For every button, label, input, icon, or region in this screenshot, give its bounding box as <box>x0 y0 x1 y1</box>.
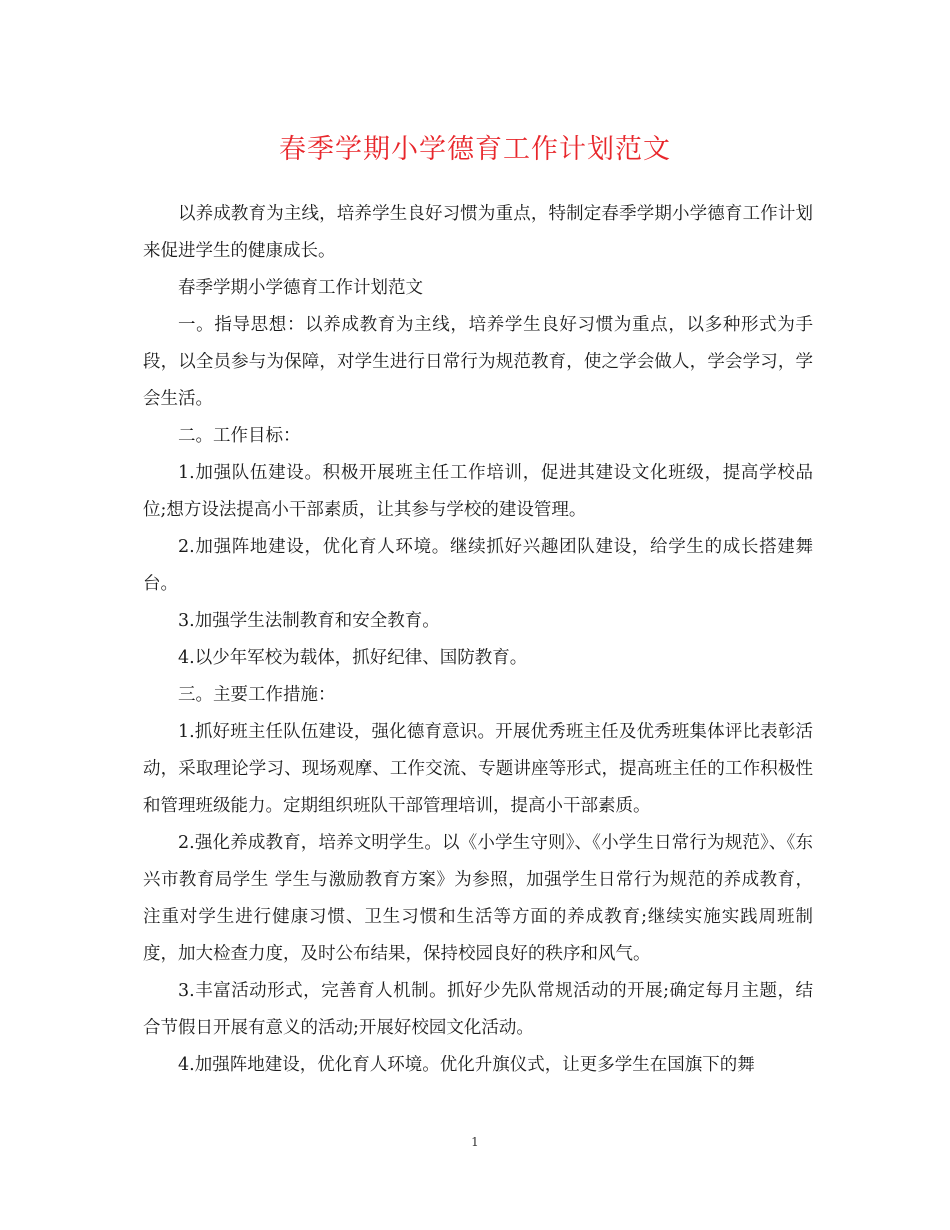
paragraph-measure-4: 4.加强阵地建设，优化育人环境。优化升旗仪式，让更多学生在国旗下的舞 <box>178 1055 755 1075</box>
paragraph-goal-3: 3.加强学生法制教育和安全教育。 <box>178 611 440 631</box>
paragraph-goal-1: 1.加强队伍建设。积极开展班主任工作培训，促进其建设文化班级，提高学校品位;想方设法提高小干部素质，让其参与学校的建设管理。 <box>143 463 813 520</box>
paragraph-measure-2: 2.强化养成教育，培养文明学生。以《小学生守则》、《小学生日常行为规范》、《东兴市教育局学生 学生与激励教育方案》为参照，加强学生日常行为规范的养成教育，注重对学生进行健康习惯、卫生习惯和生活等方面的养成教育;继续实施实践周班制度，加大检查力度，及时公布结果，保持校园良好的秩序和风气。 <box>143 833 813 964</box>
paragraph-goals-heading: 二。工作目标： <box>178 426 301 446</box>
paragraph-measures-heading: 三。主要工作措施： <box>178 685 336 705</box>
paragraph-goal-2: 2.加强阵地建设，优化育人环境。继续抓好兴趣团队建设，给学生的成长搭建舞台。 <box>143 537 813 594</box>
paragraph-goal-4: 4.以少年军校为载体，抓好纪律、国防教育。 <box>178 648 528 668</box>
paragraph-intro: 以养成教育为主线，培养学生良好习惯为重点，特制定春季学期小学德育工作计划来促进学生的健康成长。 <box>143 204 813 261</box>
paragraph-measure-3: 3.丰富活动形式，完善育人机制。抓好少先队常规活动的开展;确定每月主题，结合节假日开展有意义的活动;开展好校园文化活动。 <box>143 981 813 1038</box>
page-number: 1 <box>471 1135 479 1149</box>
paragraph-subtitle: 春季学期小学德育工作计划范文 <box>178 278 423 298</box>
paragraph-guiding-thought: 一。指导思想：以养成教育为主线，培养学生良好习惯为重点，以多种形式为手段，以全员参与为保障，对学生进行日常行为规范教育，使之学会做人，学会学习，学会生活。 <box>143 315 813 409</box>
document-title: 春季学期小学德育工作计划范文 <box>279 134 671 165</box>
paragraph-measure-1: 1.抓好班主任队伍建设，强化德育意识。开展优秀班主任及优秀班集体评比表彰活动，采取理论学习、现场观摩、工作交流、专题讲座等形式，提高班主任的工作积极性和管理班级能力。定期组织班队干部管理培训，提高小干部素质。 <box>143 722 813 816</box>
document-body <box>143 196 813 1084</box>
